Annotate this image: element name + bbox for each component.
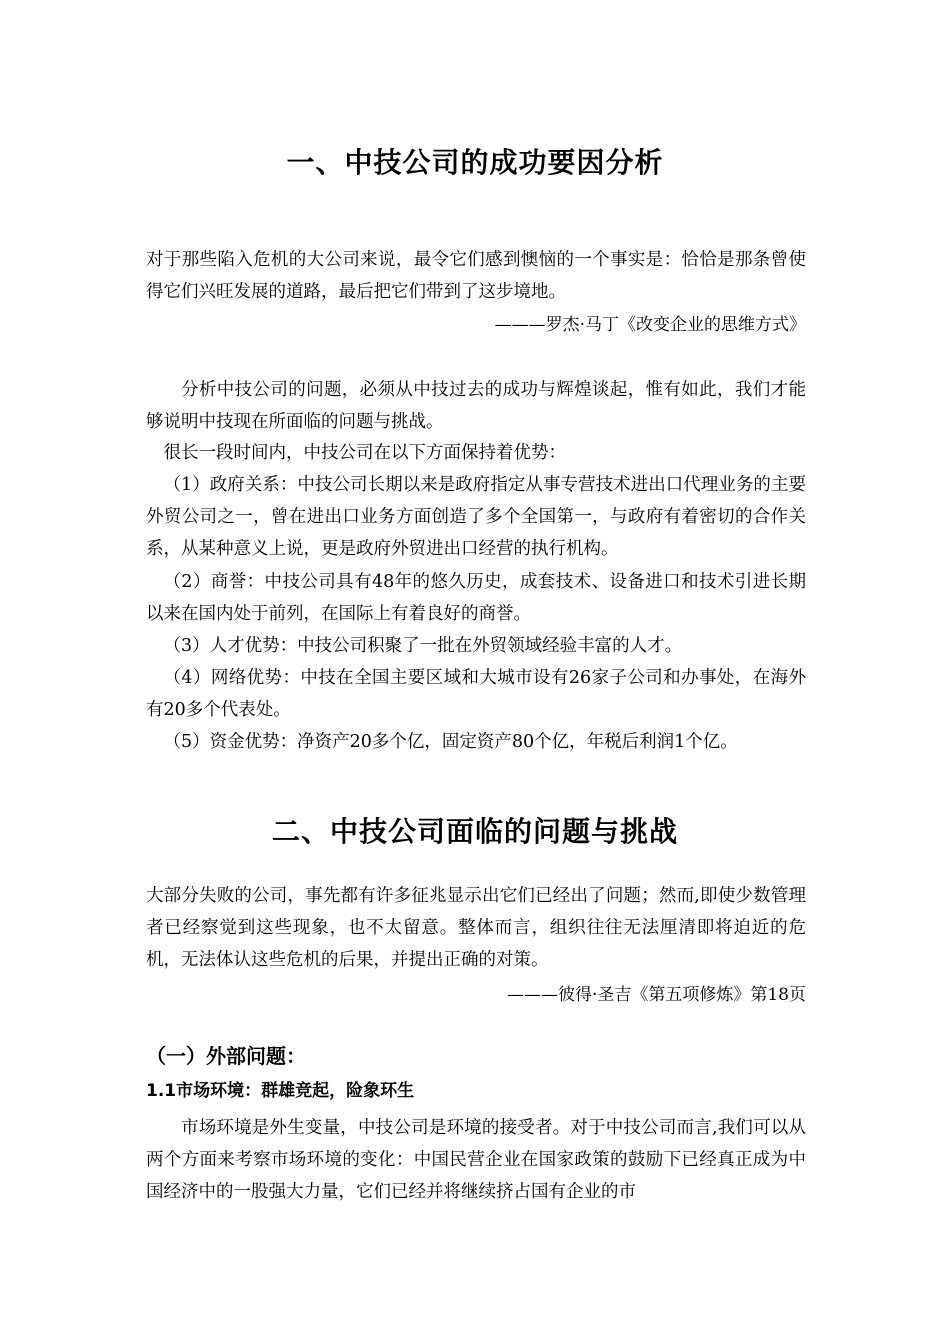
advantage-item-1: （1）政府关系：中技公司长期以来是政府指定从事专营技术进出口代理业务的主要外贸公司之一，曾在进出口业务方面创造了多个全国第一，与政府有着密切的合作关系，从某种意义上说，更是政府外贸进出口经营的执行机构。: [146, 475, 806, 559]
section1-quote-attribution: ———罗杰·马丁《改变企业的思维方式》: [494, 315, 806, 335]
market-environment-paragraph: 市场环境是外生变量，中技公司是环境的接受者。对于中技公司而言,我们可以从两个方面来考察市场环境的变化：中国民营企业在国家政策的鼓励下已经真正成为中国经济中的一股强大力量，它们已经并将继续挤占国有企业的市: [146, 1118, 806, 1202]
section1-lead-paragraph: 很长一段时间内，中技公司在以下方面保持着优势：: [163, 443, 566, 463]
item-title-market-environment: 1.1市场环境：群雄竞起，险象环生: [146, 1081, 415, 1101]
subsection-title-external-issues: （一）外部问题：: [146, 1044, 306, 1068]
section2-title: 二、中技公司面临的问题与挑战: [271, 815, 678, 848]
section1-intro-paragraph: 分析中技公司的问题，必须从中技过去的成功与辉煌谈起，惟有如此，我们才能够说明中技现在所面临的问题与挑战。: [146, 380, 806, 432]
advantage-item-3: （3）人才优势：中技公司积聚了一批在外贸领域经验丰富的人才。: [163, 636, 683, 656]
section2-quote: 大部分失败的公司，事先都有许多征兆显示出它们已经出了问题；然而,即使少数管理者已经察觉到这些现象，也不太留意。整体而言，组织往往无法厘清即将迫近的危机，无法体认这些危机的后果，并提出正确的对策。: [146, 886, 806, 970]
advantage-item-4: （4）网络优势：中技在全国主要区域和大城市设有26家子公司和办事处，在海外有20多个代表处。: [146, 668, 806, 720]
advantage-item-5: （5）资金优势：净资产20多个亿，固定资产80个亿，年税后利润1个亿。: [163, 732, 738, 752]
section2-quote-attribution: ———彼得·圣吉《第五项修炼》第18页: [506, 985, 806, 1005]
section1-quote: 对于那些陷入危机的大公司来说，最令它们感到懊恼的一个事实是：恰恰是那条曾使得它们兴旺发展的道路，最后把它们带到了这步境地。: [146, 250, 806, 302]
section1-title: 一、中技公司的成功要因分析: [286, 146, 664, 179]
advantage-item-2: （2）商誉：中技公司具有48年的悠久历史，成套技术、设备进口和技术引进长期以来在国内处于前列，在国际上有着良好的商誉。: [146, 572, 806, 624]
